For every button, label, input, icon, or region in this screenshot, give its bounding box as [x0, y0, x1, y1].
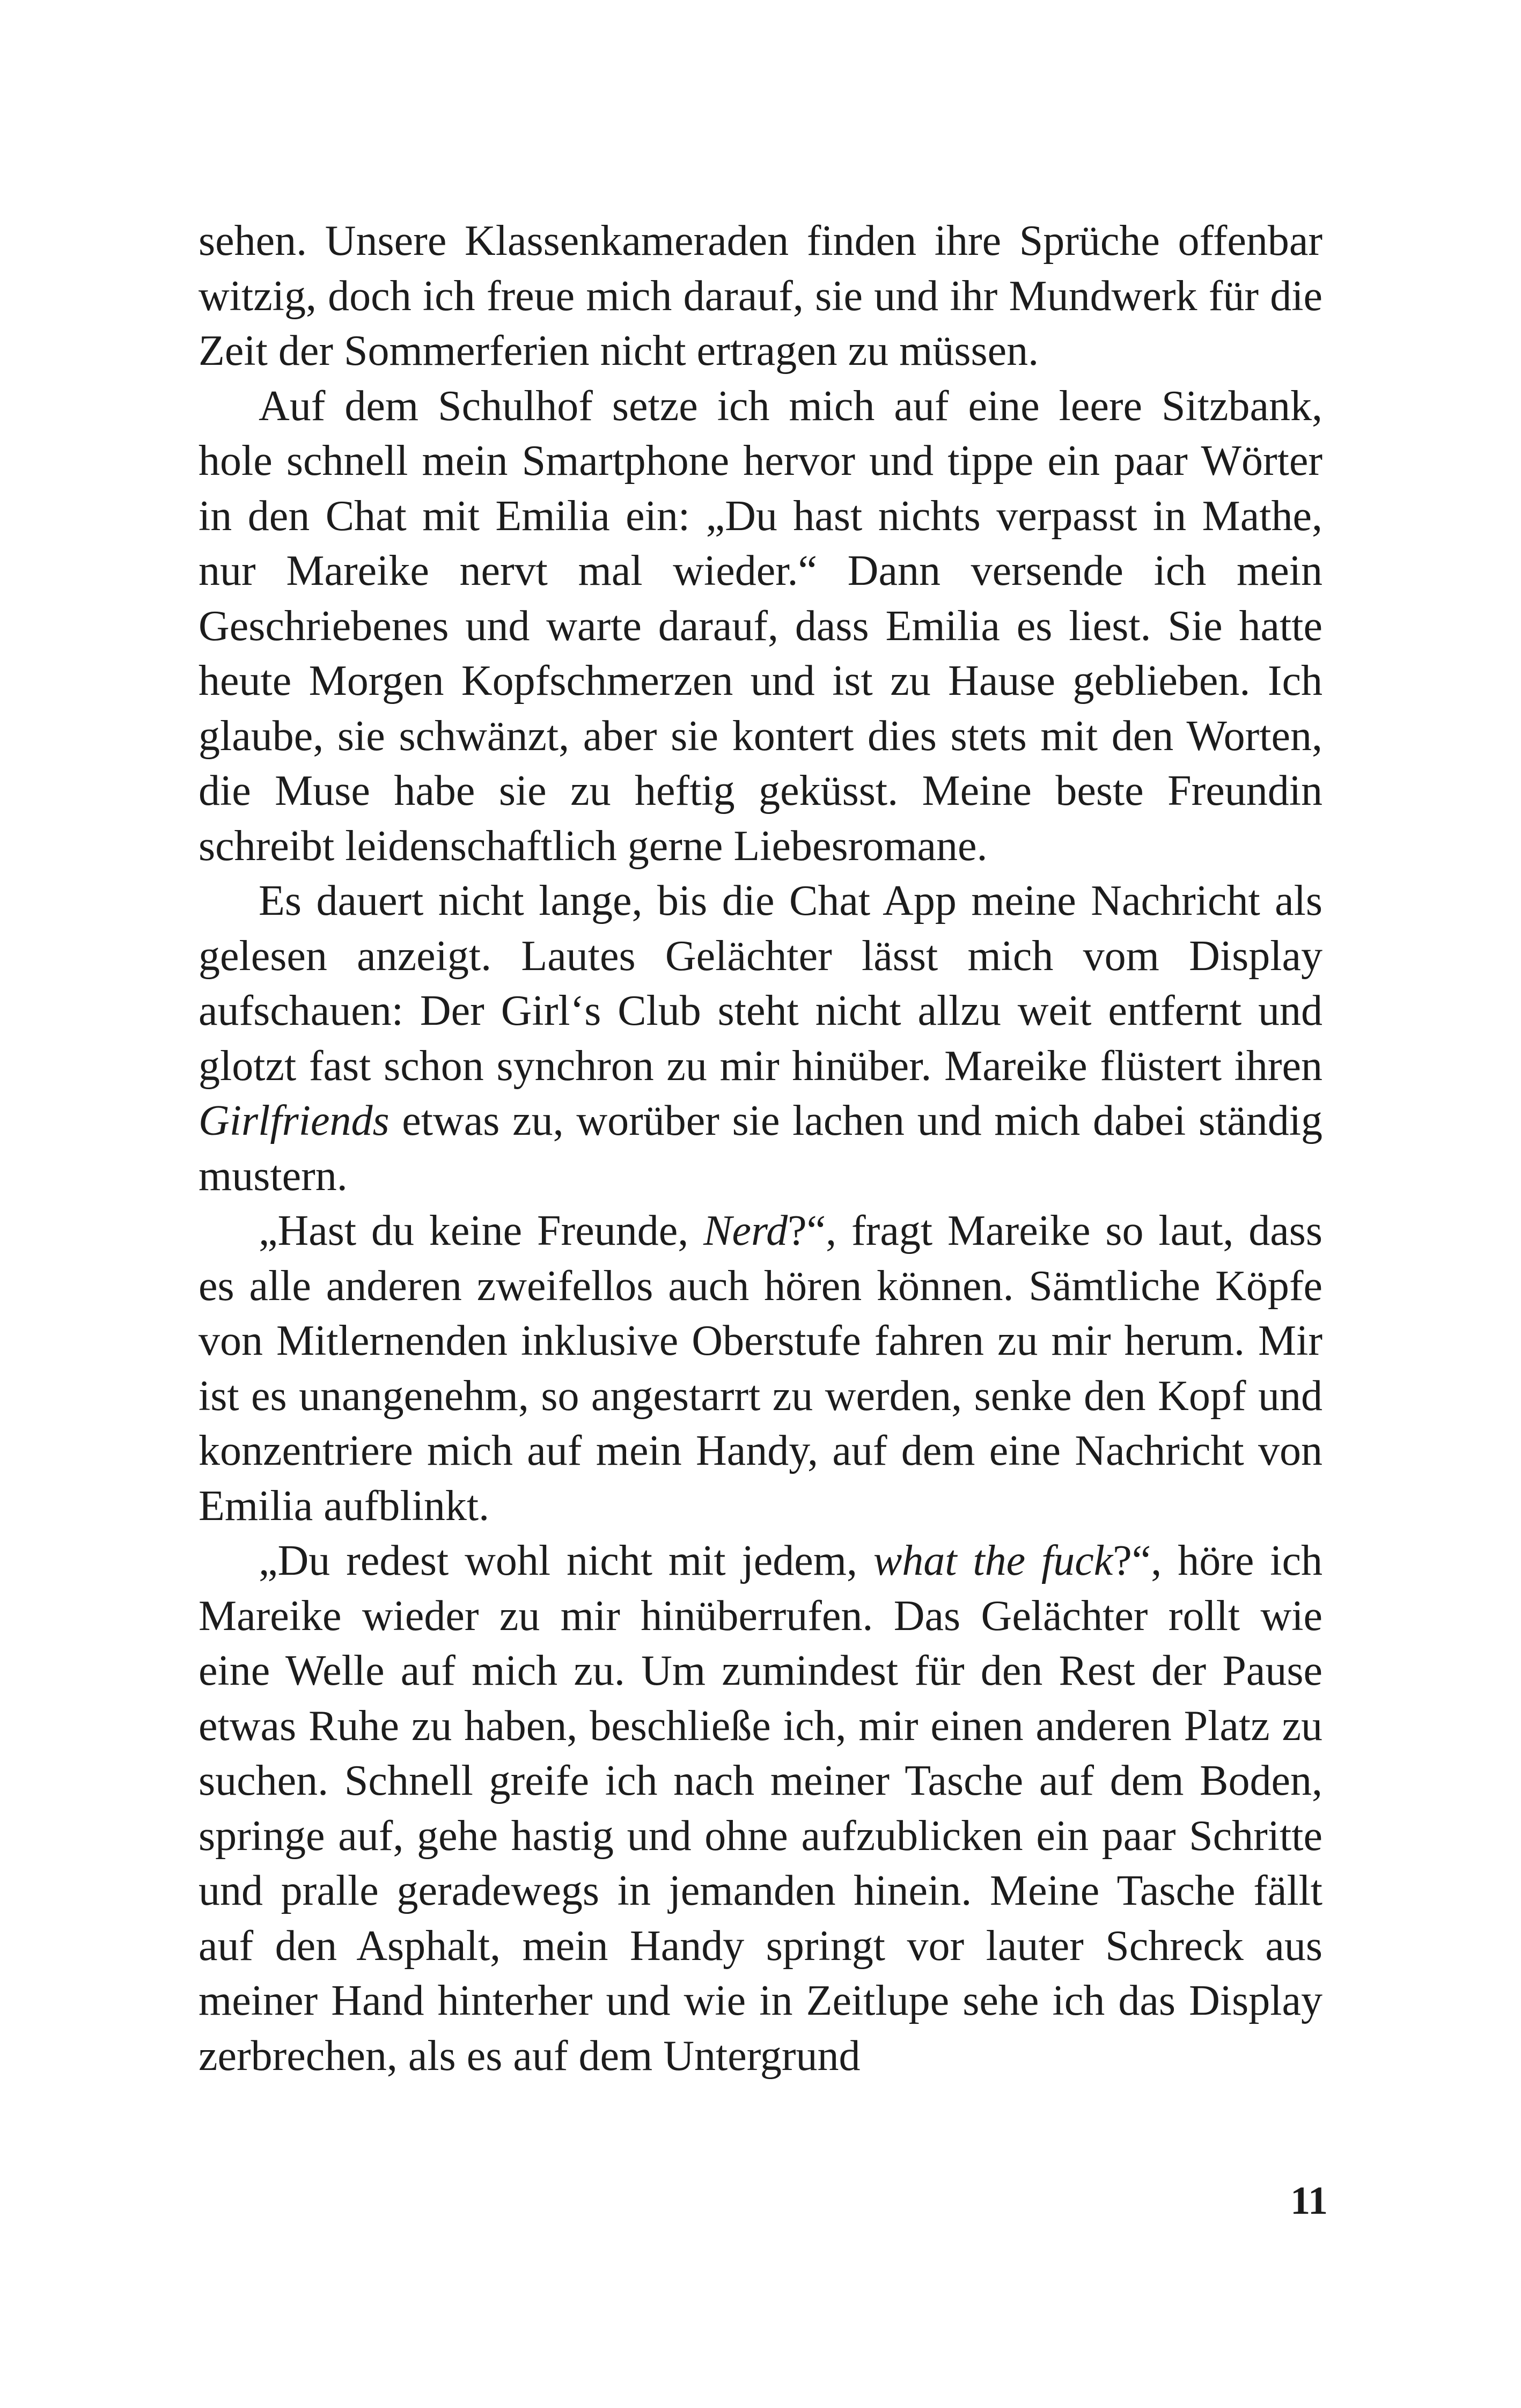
paragraph — [199, 1533, 1322, 2083]
italic-word: Nerd — [703, 1207, 788, 1254]
paragraph-text: Es dauert nicht lange, bis die Chat App meine Nachricht als gelesen anzeigt. Lautes Gelächter lässt mich vom Display aufschauen: Der Girl‘s Club steht nicht allzu weit entfernt und glotzt fast schon synchron zu mir hinüber. Mareike flüstert ihren — [199, 877, 1322, 1090]
paragraph — [199, 1203, 1322, 1533]
paragraph-text: etwas zu, worüber sie lachen und mich dabei ständig mustern. — [199, 1097, 1322, 1200]
paragraph-text: Auf dem Schulhof setze ich mich auf eine leere Sitzbank, hole schnell mein Smartphone hervor und tippe ein paar Wörter in den Chat mit Emilia ein: „Du hast nichts verpasst in Mathe, nur Mareike nervt mal wieder.“ Dann versende ich mein Geschriebenes und warte darauf, dass Emilia es liest. Sie hatte heute Morgen Kopfschmerzen und ist zu Hause geblieben. Ich glaube, sie schwänzt, aber sie kontert dies stets mit den Worten, die Muse habe sie zu heftig geküsst. Meine beste Freundin schreibt leidenschaftlich gerne Liebesromane. — [199, 382, 1322, 870]
paragraph — [199, 214, 1322, 379]
paragraph-text: „Du redest wohl nicht mit jedem, — [259, 1537, 873, 1584]
italic-word: what the fuck — [873, 1537, 1113, 1584]
paragraph-text: ?“, höre ich Mareike wieder zu mir hinüberrufen. Das Gelächter rollt wie eine Welle auf mich zu. Um zumindest für den Rest der Pause etwas Ruhe zu haben, beschließe ich, mir einen anderen Platz zu suchen. Schnell greife ich nach meiner Tasche auf dem Boden, springe auf, gehe hastig und ohne aufzublicken ein paar Schritte und pralle geradewegs in jemanden hinein. Meine Tasche fällt auf den Asphalt, mein Handy springt vor lauter Schreck aus meiner Hand hinterher und wie in Zeitlupe sehe ich das Display zerbrechen, als es auf dem Untergrund — [199, 1537, 1323, 2080]
paragraph-text: sehen. Unsere Klassenkameraden finden ihre Sprüche offenbar witzig, doch ich freue mich darauf, sie und ihr Mundwerk für die Zeit der Sommerferien nicht ertragen zu müssen. — [199, 217, 1322, 375]
page-number: 11 — [1290, 2179, 1328, 2223]
body-text — [199, 214, 1322, 2083]
paragraph-text: ?“, fragt Mareike so laut, dass es alle anderen zweifellos auch hören können. Sämtliche Köpfe von Mitlernenden inklusive Oberstufe fahren zu mir herum. Mir ist es unangenehm, so angestarrt zu werden, senke den Kopf und konzentriere mich auf mein Handy, auf dem eine Nachricht von Emilia aufblinkt. — [199, 1207, 1323, 1530]
paragraph — [199, 379, 1322, 874]
italic-word: Girlfriends — [199, 1097, 390, 1144]
paragraph-text: „Hast du keine Freunde, — [259, 1207, 704, 1254]
paragraph — [199, 873, 1322, 1203]
